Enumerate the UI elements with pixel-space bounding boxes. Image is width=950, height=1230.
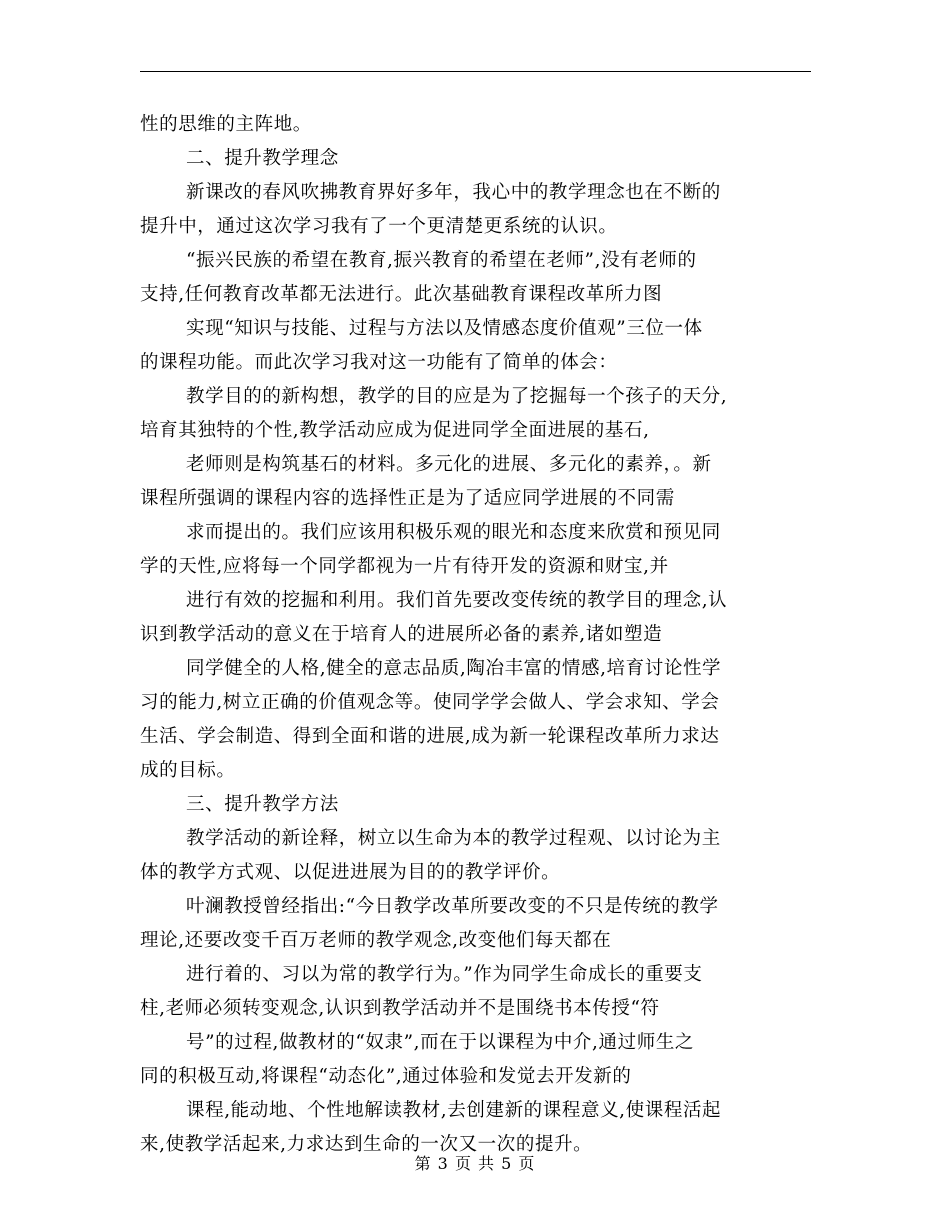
text-line: 识到教学活动的意义在于培育人的进展所必备的素养,诸如塑造 (140, 624, 663, 645)
text-line: 来,使教学活起来,力求达到生命的一次又一次的提升。 (140, 1134, 593, 1155)
text-line: 同的积极互动,将课程“动态化”,通过体验和发觉去开发新的 (140, 1066, 632, 1087)
page-footer: 第 3 页 共 5 页 (414, 1154, 536, 1173)
text-line: 进行有效的挖掘和利用。我们首先要改变传统的教学目的理念,认 (186, 590, 728, 611)
text-line: 课程,能动地、个性地解读教材,去创建新的课程意义,使课程活起 (186, 1100, 722, 1121)
text-line: 老师则是构筑基石的材料。多元化的进展、多元化的素养，。新 (186, 454, 712, 475)
header-rule (140, 71, 811, 72)
text-line: 二、提升教学理念 (186, 148, 339, 169)
text-line: 体的教学方式观、以促进进展为目的的教学评价。 (140, 862, 561, 883)
text-line: 成的目标。 (140, 760, 236, 781)
text-line: 教学活动的新诠释，树立以生命为本的教学过程观、以讨论为主 (186, 828, 721, 849)
text-line: 新课改的春风吹拂教育界好多年，我心中的教学理念也在不断的 (186, 182, 721, 203)
text-line: 培育其独特的个性,教学活动应成为促进同学全面进展的基石, (140, 420, 650, 441)
body-text (140, 108, 811, 1162)
text-line: 求而提出的。我们应该用积极乐观的眼光和态度来欣赏和预见同 (186, 522, 721, 543)
text-line: 提升中，通过这次学习我有了一个更清楚更系统的认识。 (140, 216, 618, 237)
text-line: 性的思维的主阵地。 (140, 114, 312, 135)
text-line: 的课程功能。而此次学习我对这一功能有了简单的体会： (140, 352, 618, 373)
text-line: 生活、学会制造、得到全面和谐的进展,成为新一轮课程改革所力求达 (140, 726, 720, 747)
text-line: 习的能力,树立正确的价值观念等。使同学学会做人、学会求知、学会 (140, 692, 720, 713)
text-line: 叶澜教授曾经指出:“今日教学改革所要改变的不只是传统的教学 (186, 896, 719, 917)
text-line: 教学目的的新构想，教学的目的应是为了挖掘每一个孩子的天分, (186, 386, 728, 407)
text-line: 三、提升教学方法 (186, 794, 339, 815)
text-line: 学的天性,应将每一个同学都视为一片有待开发的资源和财宝,并 (140, 556, 669, 577)
text-line: 同学健全的人格,健全的意志品质,陶冶丰富的情感,培育讨论性学 (186, 658, 722, 679)
text-line: “振兴民族的希望在教育,振兴教育的希望在老师”,没有老师的 (186, 250, 697, 271)
text-line: 课程所强调的课程内容的选择性正是为了适应同学进展的不同需 (140, 488, 675, 509)
text-line: 理论,还要改变千百万老师的教学观念,改变他们每天都在 (140, 930, 612, 951)
text-line: 实现“知识与技能、过程与方法以及情感态度价值观”三位一体 (186, 318, 703, 339)
text-line: 号”的过程,做教材的“奴隶”,而在于以课程为中介,通过师生之 (186, 1032, 695, 1053)
text-line: 支持,任何教育改革都无法进行。此次基础教育课程改革所力图 (140, 284, 663, 305)
text-line: 进行着的、习以为常的教学行为。”作为同学生命成长的重要支 (186, 964, 703, 985)
text-line: 柱,老师必须转变观念,认识到教学活动并不是围绕书本传授“符 (140, 998, 660, 1019)
